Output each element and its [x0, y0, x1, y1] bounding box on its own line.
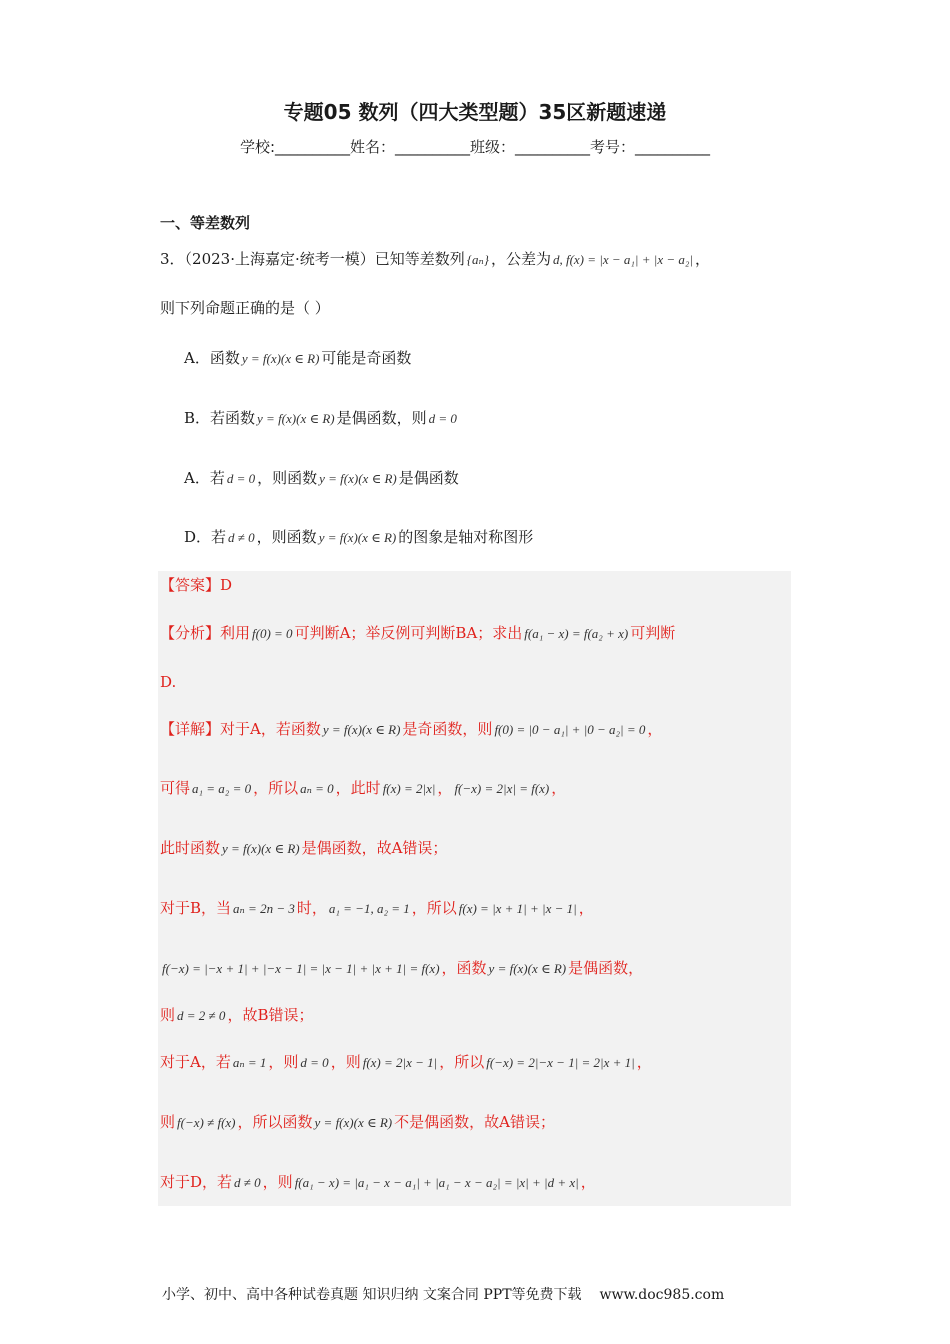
option-label: A．函数: [184, 349, 240, 367]
footer-url[interactable]: www.doc985.com: [599, 1287, 725, 1303]
option-text: ，则函数: [256, 528, 317, 546]
page-footer: [162, 1284, 724, 1304]
detail-line-4: [160, 897, 594, 920]
detail-math: y = f(x)(x ∈ R): [488, 961, 567, 976]
detail-text: ，所以: [411, 899, 457, 917]
detail-line-1: [160, 718, 662, 741]
footer-text: 小学、初中、高中各种试卷真题 知识归纳 文案合同 PPT等免费下载: [162, 1287, 582, 1303]
detail-math: aₙ = 0: [300, 781, 334, 796]
detail-text: 是偶函数，: [568, 959, 644, 977]
option-d: [184, 526, 533, 549]
detail-math: f(−x) = |−x + 1| + |−x − 1| = |x − 1| + |x + 1| = f(x): [162, 961, 440, 976]
detail-text: ，函数: [441, 959, 487, 977]
detail-line-2: [160, 777, 566, 800]
option-text: 的图象是轴对称图形: [398, 528, 534, 546]
detail-text: 【详解】对于A，若函数: [160, 720, 321, 738]
option-text: 是偶函数，则: [336, 409, 427, 427]
analysis-math: f(0) = 0: [252, 626, 293, 641]
option-math: y = f(x)(x ∈ R): [241, 351, 320, 366]
detail-math: a₁ = a₂ = 0: [192, 781, 252, 796]
detail-math: y = f(x)(x ∈ R): [322, 722, 401, 737]
detail-text: ，此时: [335, 779, 381, 797]
detail-text: ，所以: [439, 1053, 485, 1071]
option-math: y = f(x)(x ∈ R): [318, 530, 397, 545]
detail-math: a₁ = −1, a₂ = 1: [328, 901, 410, 916]
option-label: D．若: [184, 528, 227, 546]
analysis-text: 可判断: [630, 624, 676, 642]
detail-math: aₙ = 1: [232, 1055, 267, 1070]
detail-text: 对于B，当: [160, 899, 232, 917]
detail-text: 对于D，若: [160, 1173, 233, 1191]
student-info-line: 学校:__________姓名：__________班级：__________考号：__________: [239, 138, 711, 156]
detail-text: ，: [437, 779, 453, 797]
detail-math: f(x) = |x + 1| + |x − 1|: [458, 901, 577, 916]
detail-math: f(x) = 2|x − 1|: [362, 1055, 438, 1070]
detail-line-3: [160, 837, 447, 860]
detail-line-7: [160, 1051, 652, 1074]
option-label: B．若函数: [184, 409, 256, 427]
detail-text: ，: [580, 1173, 596, 1191]
analysis-text: 可判断A；举反例可判断BA；求出: [294, 624, 523, 642]
detail-line-8: [160, 1111, 555, 1134]
question-line-2: 则下列命题正确的是（ ）: [160, 299, 330, 317]
detail-text: ，则: [262, 1173, 293, 1191]
detail-text: ，则: [268, 1053, 299, 1071]
detail-math: aₙ = 2n − 3: [233, 901, 295, 916]
analysis-math: f(a₁ − x) = f(a₂ + x): [524, 626, 629, 641]
option-math: d = 0: [226, 471, 256, 486]
detail-text: 则: [160, 1006, 176, 1024]
analysis-line: [160, 622, 675, 645]
detail-text: 是奇函数，则: [402, 720, 493, 738]
detail-text: ，: [578, 899, 594, 917]
analysis-text: 【分析】利用: [160, 624, 251, 642]
math-sequence: {aₙ}: [466, 252, 489, 267]
detail-text: 对于A，若: [160, 1053, 231, 1071]
option-text: 是偶函数: [398, 469, 459, 487]
detail-math: f(−x) = 2|−x − 1| = 2|x + 1|: [486, 1055, 635, 1070]
detail-math: f(−x) = 2|x| = f(x): [454, 781, 550, 796]
option-c: [184, 467, 459, 490]
option-a: [184, 347, 411, 370]
option-math: y = f(x)(x ∈ R): [257, 411, 335, 426]
analysis-cont: D.: [160, 673, 177, 691]
detail-text: 则: [160, 1113, 176, 1131]
detail-text: ，故B错误；: [227, 1006, 314, 1024]
question-number: 3．: [160, 250, 185, 268]
detail-text: ，则: [330, 1053, 361, 1071]
detail-text: 时，: [296, 899, 327, 917]
answer-line: 【答案】D: [160, 576, 233, 594]
detail-math: y = f(x)(x ∈ R): [222, 841, 300, 856]
detail-text: ，: [647, 720, 663, 738]
option-math: d = 0: [428, 411, 457, 426]
page-title: 专题05 数列（四大类型题）35区新题速递: [283, 100, 667, 124]
detail-text: 可得: [160, 779, 191, 797]
detail-text: 是偶函数，故A错误；: [301, 839, 448, 857]
detail-line-6: [160, 1004, 313, 1027]
detail-text: ，所以函数: [237, 1113, 313, 1131]
detail-math: f(a₁ − x) = |a₁ − x − a₁| + |a₁ − x − a₂| = |x| + |d + x|: [294, 1175, 579, 1190]
section-heading: 一、等差数列: [160, 214, 251, 232]
option-b: [184, 407, 459, 430]
option-text: 可能是奇函数: [321, 349, 412, 367]
detail-text: ，所以: [253, 779, 299, 797]
question-text: ，公差为: [490, 250, 551, 268]
detail-line-9: [160, 1171, 596, 1194]
detail-line-5: [160, 957, 643, 980]
detail-math: f(0) = |0 − a₁| + |0 − a₂| = 0: [494, 722, 646, 737]
detail-math: y = f(x)(x ∈ R): [314, 1115, 393, 1130]
detail-math: f(x) = 2|x|: [382, 781, 436, 796]
detail-text: ，: [636, 1053, 652, 1071]
detail-math: d = 0: [300, 1055, 329, 1070]
option-text: ，则函数: [257, 469, 318, 487]
detail-text: ，: [551, 779, 567, 797]
question-text-end: ，: [694, 250, 710, 268]
option-math: d ≠ 0: [228, 530, 255, 545]
question-source: （2023·上海嘉定·统考一模）已知等差数列: [184, 250, 465, 268]
option-math: y = f(x)(x ∈ R): [319, 471, 397, 486]
option-label: A．若: [184, 469, 225, 487]
detail-text: 此时函数: [160, 839, 221, 857]
detail-math: d = 2 ≠ 0: [177, 1008, 226, 1023]
math-function-definition: d, f(x) = |x − a₁| + |x − a₂|: [552, 252, 693, 267]
detail-math: f(−x) ≠ f(x): [177, 1115, 236, 1130]
detail-math: d ≠ 0: [234, 1175, 261, 1190]
question-stem: [160, 248, 710, 271]
detail-text: 不是偶函数，故A错误；: [394, 1113, 555, 1131]
